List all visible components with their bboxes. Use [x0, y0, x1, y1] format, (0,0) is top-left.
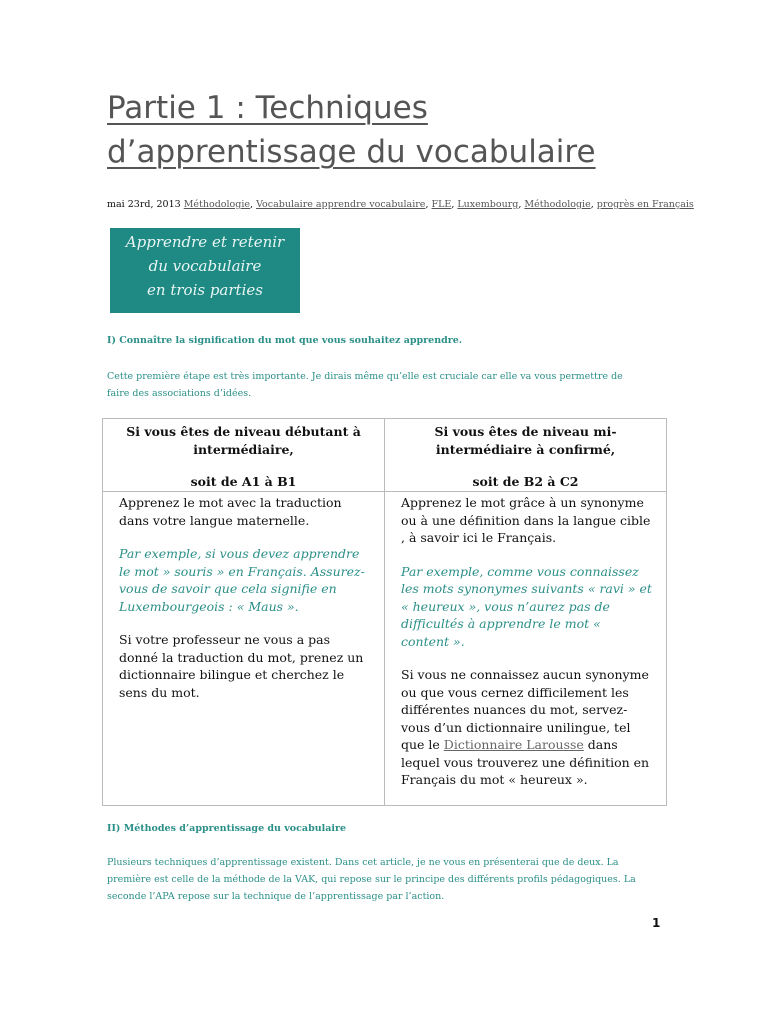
table-body-row [103, 492, 667, 806]
header-advanced-level: soit de B2 à C2 [472, 474, 579, 489]
section-2-intro: Plusieurs techniques d’apprentissage existent. Dans cet article, je ne vous en présenterai que de deux. La première est celle de la méthode de la VAK, qui repose sur le principe des différents profils pédagogiques. La seconde l’APA repose sur la technique de l’apprentissage par l’action. [107, 857, 636, 902]
page-number: 1 [652, 916, 661, 930]
body-cell-advanced [385, 492, 667, 806]
banner-line-3: en trois parties [147, 281, 263, 299]
beginner-example: Par exemple, si vous devez apprendre le mot » souris » en Français. Assurez-vous de savoir que cela signifie en Luxembourgeois : « Maus ». [119, 546, 365, 614]
category-link-progres[interactable]: progrès en Français [596, 199, 694, 210]
title-line-1: Partie 1 : Techniques [107, 90, 428, 126]
meta-separator: , [518, 199, 525, 210]
page-title [107, 86, 707, 174]
beginner-advice-2: Si votre professeur ne vous a pas donné la traduction du mot, prenez un dictionnaire bilingue et cherchez le sens du mot. [119, 632, 364, 700]
post-meta [107, 198, 707, 212]
advanced-advice-2 [401, 666, 652, 789]
section-2-heading: II) Méthodes d’apprentissage du vocabulaire [107, 823, 347, 834]
post-date: mai 23rd, 2013 [107, 199, 181, 210]
section-1-heading: I) Connaître la signification du mot que vous souhaitez apprendre. [107, 335, 463, 346]
header-cell-advanced [385, 419, 667, 492]
category-link-fle[interactable]: FLE [431, 199, 452, 210]
title-line-2: d’apprentissage du vocabulaire [107, 134, 596, 170]
category-link-luxembourg[interactable]: Luxembourg [457, 199, 519, 210]
category-link-methodologie[interactable]: Méthodologie [183, 199, 251, 210]
advanced-advice-2-end: dans lequel vous trouverez une définition en Français du mot « heureux ». [401, 737, 650, 787]
meta-separator: , [451, 199, 458, 210]
advanced-advice-2-start: Si vous ne connaissez aucun synonyme ou que vous cernez difficilement les différentes nuances du mot, servez-vous d’un dictionnaire unilingue, tel que le [401, 667, 649, 752]
header-beginner-text: Si vous êtes de niveau débutant à intermédiaire, [126, 424, 361, 457]
table-header-row [103, 419, 667, 492]
level-comparison-table [102, 418, 667, 806]
header-beginner-level: soit de A1 à B1 [190, 474, 297, 489]
body-cell-beginner [103, 492, 385, 806]
category-link-methodologie-2[interactable]: Méthodologie [524, 199, 591, 210]
title-banner-image [110, 228, 300, 313]
advanced-advice: Apprenez le mot grâce à un synonyme ou à une définition dans la langue cible , à savoir ici le Français. [401, 495, 651, 545]
larousse-link[interactable]: Dictionnaire Larousse [443, 737, 584, 752]
banner-line-1: Apprendre et retenir [125, 233, 285, 251]
category-link-vocabulaire[interactable]: Vocabulaire apprendre vocabulaire [256, 199, 426, 210]
beginner-advice: Apprenez le mot avec la traduction dans votre langue maternelle. [119, 495, 342, 528]
meta-separator: , [590, 199, 597, 210]
meta-separator: , [250, 199, 257, 210]
header-cell-beginner [103, 419, 385, 492]
advanced-example: Par exemple, comme vous connaissez les mots synonymes suivants « ravi » et « heureux », vous n’aurez pas de difficultés à apprendre le mot « content ». [401, 563, 652, 649]
banner-line-2: du vocabulaire [148, 257, 262, 275]
header-advanced-text: Si vous êtes de niveau mi- intermédiaire à confirmé, [434, 424, 617, 457]
section-1-intro: Cette première étape est très importante. Je dirais même qu’elle est cruciale car elle va vous permettre de faire des associations d’idées. [107, 371, 623, 399]
meta-separator: , [425, 199, 432, 210]
